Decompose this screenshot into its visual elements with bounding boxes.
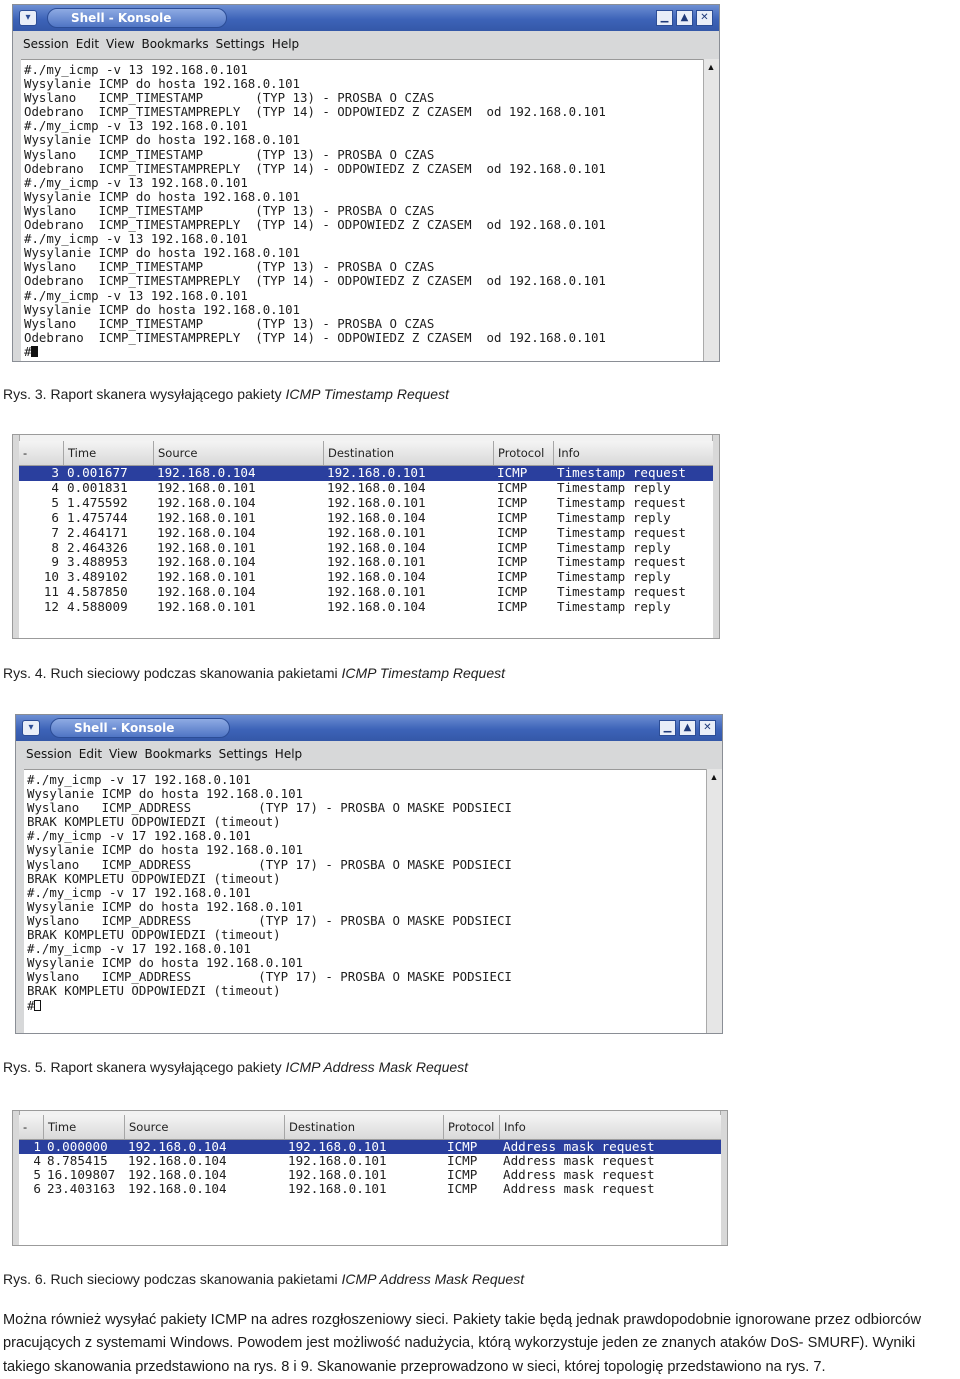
cell-source: 192.168.0.104 [128, 1139, 227, 1154]
table-row[interactable] [19, 1168, 721, 1182]
column-header-destination[interactable]: Destination [323, 441, 493, 465]
cell-time: 0.001677 [67, 465, 128, 480]
right-strip [712, 435, 719, 638]
cell-no: 1 [33, 1139, 41, 1154]
cell-info: Timestamp reply [557, 569, 671, 585]
menu-bookmarks[interactable]: Bookmarks [144, 747, 212, 761]
cell-info: Timestamp request [557, 584, 686, 600]
cell-info: Address mask request [503, 1181, 655, 1197]
cell-destination: 192.168.0.101 [327, 524, 426, 540]
cell-no: 6 [33, 1181, 41, 1197]
terminal-prompt [24, 345, 703, 359]
terminal-line: Odebrano ICMP_TIMESTAMPREPLY (TYP 14) - ODPOWIEDZ Z CZASEM od 192.168.0.101 [24, 160, 606, 176]
cell-time: 8.785415 [47, 1153, 108, 1169]
cell-destination: 192.168.0.101 [327, 554, 426, 570]
terminal-line: #./my_icmp -v 17 192.168.0.101 [27, 772, 251, 787]
cell-source: 192.168.0.101 [157, 539, 256, 555]
terminal-line: Odebrano ICMP_TIMESTAMPREPLY (TYP 14) - ODPOWIEDZ Z CZASEM od 192.168.0.101 [24, 273, 606, 289]
terminal-line: Wyslano ICMP_ADDRESS (TYP 17) - PROSBA O MASKE PODSIECI [27, 912, 512, 928]
terminal-line: #./my_icmp -v 13 192.168.0.101 [24, 174, 248, 190]
table-row[interactable] [19, 570, 713, 585]
minimize-icon[interactable]: ▁ [656, 10, 673, 26]
column-header-info[interactable]: Info [553, 441, 739, 465]
cell-info: Timestamp request [557, 554, 686, 570]
window-menu-icon[interactable]: ▾ [22, 720, 40, 736]
menu-view[interactable]: View [109, 747, 138, 761]
maximize-icon[interactable]: ▲ [676, 10, 693, 26]
terminal-line: Wyslano ICMP_TIMESTAMP (TYP 13) - PROSBA O CZAS [24, 90, 435, 106]
column-header-no[interactable]: - [23, 1120, 28, 1134]
cell-protocol: ICMP [447, 1139, 478, 1154]
cell-destination: 192.168.0.101 [288, 1181, 387, 1197]
table-row[interactable] [19, 511, 713, 526]
terminal-line: Wysylanie ICMP do hosta 192.168.0.101 [24, 132, 301, 148]
cell-no: 5 [51, 494, 59, 510]
cell-info: Timestamp request [557, 524, 686, 540]
cell-no: 3 [51, 465, 59, 480]
terminal-line: #./my_icmp -v 17 192.168.0.101 [27, 941, 251, 957]
cell-no: 4 [33, 1153, 41, 1169]
scroll-up-arrow-icon[interactable]: ▲ [709, 772, 719, 782]
cell-no: 5 [33, 1167, 41, 1183]
cell-time: 2.464326 [67, 539, 128, 555]
text-cursor [31, 346, 38, 357]
cell-time: 3.488953 [67, 554, 128, 570]
cell-source: 192.168.0.104 [157, 465, 256, 480]
terminal-line: Odebrano ICMP_TIMESTAMPREPLY (TYP 14) - ODPOWIEDZ Z CZASEM od 192.168.0.101 [24, 329, 606, 345]
cell-info: Timestamp reply [557, 479, 671, 495]
column-header-destination[interactable]: Destination [284, 1115, 443, 1139]
cell-info: Timestamp reply [557, 509, 671, 525]
cell-destination: 192.168.0.101 [327, 465, 426, 480]
prompt-symbol: # [24, 343, 32, 359]
terminal-line: #./my_icmp -v 13 192.168.0.101 [24, 62, 248, 77]
cell-protocol: ICMP [447, 1167, 478, 1183]
terminal-line: Wyslano ICMP_TIMESTAMP (TYP 13) - PROSBA O CZAS [24, 202, 435, 218]
menu-view[interactable]: View [106, 37, 135, 51]
cell-source: 192.168.0.101 [157, 479, 256, 495]
column-header-no[interactable]: - [23, 446, 28, 460]
terminal-line: Wysylanie ICMP do hosta 192.168.0.101 [27, 786, 304, 802]
menu-settings[interactable]: Settings [215, 37, 265, 51]
table-row[interactable] [19, 496, 713, 511]
caption-rys-4: Rys. 4. Ruch sieciowy podczas skanowania pakietami ICMP Timestamp Request [3, 665, 506, 681]
cell-protocol: ICMP [497, 465, 528, 480]
terminal-line: #./my_icmp -v 13 192.168.0.101 [24, 118, 248, 134]
menu-session[interactable]: Session [23, 37, 69, 51]
terminal-line: Wysylanie ICMP do hosta 192.168.0.101 [24, 76, 301, 92]
cell-protocol: ICMP [497, 584, 528, 600]
terminal-line: Odebrano ICMP_TIMESTAMPREPLY (TYP 14) - ODPOWIEDZ Z CZASEM od 192.168.0.101 [24, 104, 606, 120]
cell-destination: 192.168.0.101 [327, 584, 426, 600]
cell-no: 10 [43, 569, 59, 585]
cell-no: 7 [51, 524, 59, 540]
cell-time: 4.587850 [67, 584, 128, 600]
body-paragraph: Można również wysyłać pakiety ICMP na adres rozgłoszeniowy sieci. Pakiety takie będą jednak prawdopodobnie ignorowane przez odbiorców pracujących z systemami Windows. Powodem jest możliwość nadużycia, którą wykorzystuje jeden ze znanych ataków DoS- SMURF). Wyniki takiego skanowania przedstawiono na rys. 8 i 9. Skanowanie przeprowadzono w sieci, której topologię przedstawiono na rys. 7. [3, 1312, 922, 1375]
cell-info: Timestamp reply [557, 539, 671, 555]
cell-protocol: ICMP [497, 554, 528, 570]
cell-source: 192.168.0.104 [157, 524, 256, 540]
cell-protocol: ICMP [497, 509, 528, 525]
cell-no: 4 [51, 479, 59, 495]
cell-source: 192.168.0.104 [128, 1153, 227, 1169]
table-row[interactable] [19, 1154, 721, 1168]
terminal-line: Wysylanie ICMP do hosta 192.168.0.101 [24, 245, 301, 261]
cell-protocol: ICMP [497, 539, 528, 555]
menu-session[interactable]: Session [26, 747, 72, 761]
terminal-line: Wyslano ICMP_TIMESTAMP (TYP 13) - PROSBA O CZAS [24, 259, 435, 275]
cell-time: 3.489102 [67, 569, 128, 585]
table-row[interactable] [19, 1182, 721, 1196]
cell-destination: 192.168.0.101 [327, 494, 426, 510]
menu-bookmarks[interactable]: Bookmarks [141, 37, 209, 51]
cell-no: 12 [43, 599, 59, 615]
packet-list-body [19, 466, 713, 638]
cell-time: 1.475744 [67, 509, 128, 525]
terminal-line: Wyslano ICMP_ADDRESS (TYP 17) - PROSBA O MASKE PODSIECI [27, 969, 512, 985]
cell-info: Address mask request [503, 1139, 655, 1154]
close-icon[interactable]: ✕ [699, 720, 716, 736]
maximize-icon[interactable]: ▲ [679, 720, 696, 736]
cell-destination: 192.168.0.104 [327, 599, 426, 615]
cell-info: Timestamp request [557, 494, 686, 510]
terminal-line: BRAK KOMPLETU ODPOWIEDZI (timeout) [27, 870, 281, 886]
cell-source: 192.168.0.101 [157, 569, 256, 585]
terminal-line: #./my_icmp -v 13 192.168.0.101 [24, 287, 248, 303]
terminal-line: #./my_icmp -v 13 192.168.0.101 [24, 231, 248, 247]
close-icon[interactable]: ✕ [696, 10, 713, 26]
terminal-line: BRAK KOMPLETU ODPOWIEDZI (timeout) [27, 983, 281, 999]
menu-help[interactable]: Help [274, 747, 303, 761]
cell-protocol: ICMP [447, 1153, 478, 1169]
prompt-symbol: # [27, 997, 35, 1013]
terminal-line: Wysylanie ICMP do hosta 192.168.0.101 [27, 842, 304, 858]
terminal-line: Wyslano ICMP_ADDRESS (TYP 17) - PROSBA O MASKE PODSIECI [27, 800, 512, 816]
cell-source: 192.168.0.104 [157, 584, 256, 600]
terminal-output[interactable] [21, 59, 703, 361]
terminal-line: Wysylanie ICMP do hosta 192.168.0.101 [24, 301, 301, 317]
cell-protocol: ICMP [497, 599, 528, 615]
table-row[interactable] [19, 1140, 721, 1154]
packet-list-timestamp [12, 434, 720, 639]
window-title: Shell - Konsole [74, 721, 175, 735]
cell-destination: 192.168.0.104 [327, 479, 426, 495]
table-row[interactable] [19, 585, 713, 600]
titlebar [13, 5, 719, 31]
cell-time: 4.588009 [67, 599, 128, 615]
text-cursor [34, 1000, 41, 1011]
cell-info: Timestamp request [557, 465, 686, 480]
packet-list-body [19, 1140, 721, 1245]
caption-rys-6: Rys. 6. Ruch sieciowy podczas skanowania pakietami ICMP Address Mask Request [3, 1271, 525, 1287]
cell-protocol: ICMP [497, 479, 528, 495]
konsole-window-timestamp [12, 4, 720, 362]
cell-time: 23.403163 [47, 1181, 116, 1197]
table-row[interactable] [19, 481, 713, 496]
cell-source: 192.168.0.101 [157, 509, 256, 525]
cell-protocol: ICMP [497, 494, 528, 510]
titlebar [16, 715, 722, 741]
cell-source: 192.168.0.104 [157, 494, 256, 510]
terminal-line: Wyslano ICMP_TIMESTAMP (TYP 13) - PROSBA O CZAS [24, 146, 435, 162]
cell-destination: 192.168.0.104 [327, 509, 426, 525]
cell-time: 0.000000 [47, 1139, 108, 1154]
minimize-icon[interactable]: ▁ [659, 720, 676, 736]
column-header-time[interactable]: Time [43, 1115, 124, 1139]
table-row[interactable] [19, 541, 713, 556]
cell-source: 192.168.0.104 [128, 1181, 227, 1197]
terminal-line: Wysylanie ICMP do hosta 192.168.0.101 [27, 898, 304, 914]
cell-destination: 192.168.0.101 [288, 1139, 387, 1154]
menu-edit[interactable]: Edit [75, 37, 100, 51]
cell-no: 8 [51, 539, 59, 555]
terminal-line: BRAK KOMPLETU ODPOWIEDZI (timeout) [27, 814, 281, 830]
caption-rys-5: Rys. 5. Raport skanera wysyłającego pakiety ICMP Address Mask Request [3, 1059, 469, 1075]
menubar [13, 32, 719, 56]
cell-protocol: ICMP [497, 524, 528, 540]
cell-time: 0.001831 [67, 479, 128, 495]
packet-list-header [19, 441, 713, 466]
packet-list-header [19, 1115, 721, 1140]
menu-settings[interactable]: Settings [218, 747, 268, 761]
cell-time: 16.109807 [47, 1167, 116, 1183]
terminal-line: Odebrano ICMP_TIMESTAMPREPLY (TYP 14) - ODPOWIEDZ Z CZASEM od 192.168.0.101 [24, 217, 606, 233]
packet-list-address-mask [12, 1110, 728, 1246]
terminal-line: Wysylanie ICMP do hosta 192.168.0.101 [27, 955, 304, 971]
cell-protocol: ICMP [447, 1181, 478, 1197]
window-menu-icon[interactable]: ▾ [19, 10, 37, 26]
menu-edit[interactable]: Edit [78, 747, 103, 761]
cell-protocol: ICMP [497, 569, 528, 585]
scrollbar[interactable] [703, 59, 719, 361]
terminal-line: #./my_icmp -v 17 192.168.0.101 [27, 884, 251, 900]
terminal-line: Wysylanie ICMP do hosta 192.168.0.101 [24, 188, 301, 204]
table-row[interactable] [19, 526, 713, 541]
menubar [16, 742, 722, 766]
cell-destination: 192.168.0.104 [327, 569, 426, 585]
cell-destination: 192.168.0.101 [288, 1153, 387, 1169]
cell-info: Address mask request [503, 1153, 655, 1169]
table-row[interactable] [19, 600, 713, 615]
cell-source: 192.168.0.104 [157, 554, 256, 570]
column-header-protocol[interactable]: Protocol [443, 1115, 499, 1139]
cell-no: 11 [43, 584, 59, 600]
table-row[interactable] [19, 466, 713, 481]
caption-rys-3: Rys. 3. Raport skanera wysyłającego pakiety ICMP Timestamp Request [3, 386, 449, 402]
cell-no: 9 [51, 554, 59, 570]
cell-time: 2.464171 [67, 524, 128, 540]
column-header-protocol[interactable]: Protocol [493, 441, 553, 465]
cell-destination: 192.168.0.101 [288, 1167, 387, 1183]
window-title: Shell - Konsole [71, 11, 172, 25]
table-row[interactable] [19, 555, 713, 570]
column-header-source[interactable]: Source [124, 1115, 284, 1139]
terminal-line: Wyslano ICMP_TIMESTAMP (TYP 13) - PROSBA O CZAS [24, 315, 435, 331]
cell-destination: 192.168.0.104 [327, 539, 426, 555]
terminal-line: Wyslano ICMP_ADDRESS (TYP 17) - PROSBA O MASKE PODSIECI [27, 856, 512, 872]
cell-time: 1.475592 [67, 494, 128, 510]
terminal-output[interactable] [24, 769, 706, 1033]
terminal-prompt [27, 999, 706, 1013]
terminal-line: #./my_icmp -v 17 192.168.0.101 [27, 828, 251, 844]
terminal-line: BRAK KOMPLETU ODPOWIEDZI (timeout) [27, 927, 281, 943]
column-header-info[interactable]: Info [499, 1115, 739, 1139]
konsole-window-address-mask [15, 714, 723, 1034]
scroll-up-arrow-icon[interactable]: ▲ [706, 62, 716, 72]
scrollbar[interactable] [706, 769, 722, 1033]
cell-info: Timestamp reply [557, 599, 671, 615]
column-header-source[interactable]: Source [153, 441, 323, 465]
menu-help[interactable]: Help [271, 37, 300, 51]
cell-no: 6 [51, 509, 59, 525]
cell-info: Address mask request [503, 1167, 655, 1183]
cell-source: 192.168.0.101 [157, 599, 256, 615]
column-header-time[interactable]: Time [63, 441, 153, 465]
cell-source: 192.168.0.104 [128, 1167, 227, 1183]
